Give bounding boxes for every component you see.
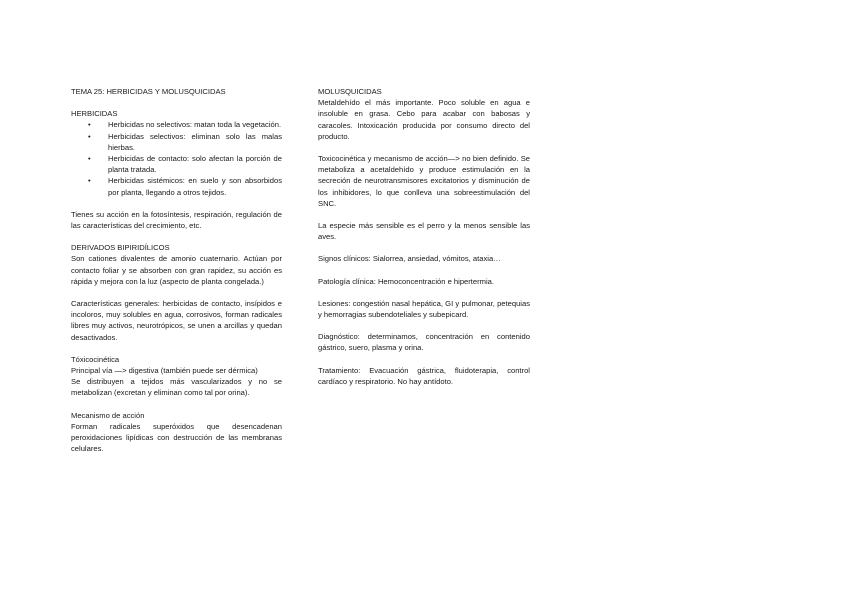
bullet-icon: • — [88, 176, 91, 186]
paragraph-mecanismo: Forman radicales superóxidos que desencadenan peroxidaciones lipídicas con destrucción de las membranas celulares. — [71, 421, 282, 454]
bipiridilos-heading: DERIVADOS BIPIRIDÍLICOS — [71, 243, 170, 253]
paragraph-metaldehido: Metaldehído el más importante. Poco soluble en agua e insoluble en grasa. Cebo para acabar con babosas y caracoles. Intoxicación producida por consumo directo del producto. — [318, 98, 530, 141]
herbicidas-heading: HERBICIDAS — [71, 109, 118, 119]
paragraph-especie: La especie más sensible es el perro y la menos sensible las aves. — [318, 221, 530, 242]
toxicocinetica-line: Se distribuyen a tejidos más vascularizados y no se metabolizan (excretan y eliminan como tal por orina). — [71, 377, 282, 398]
bullet-icon: • — [88, 154, 91, 164]
molusquicidas-heading: MOLUSQUICIDAS — [318, 87, 382, 96]
document-title: TEMA 25: HERBICIDAS Y MOLUSQUICIDAS — [71, 87, 226, 96]
paragraph-lesiones: Lesiones: congestión nasal hepática, GI y pulmonar, petequias y hemorragias subendoteliales y subepicard. — [318, 298, 530, 320]
list-item: • Herbicidas sistémicos: en suelo y son absorbidos por planta, llegando a otros tejidos. — [88, 176, 282, 197]
paragraph-signos: Signos clínicos: Sialorrea, ansiedad, vómitos, ataxia… — [318, 254, 501, 264]
paragraph-tratamiento: Tratamiento: Evacuación gástrica, fluidoterapia, control cardíaco y respiratorio. No hay antídoto. — [318, 365, 530, 386]
right-column — [318, 86, 530, 387]
paragraph-accion: Tienes su acción en la fotosíntesis, respiración, regulación de las características del crecimiento, etc. — [71, 209, 282, 231]
bullet-icon: • — [88, 120, 91, 130]
paragraph-toxicocinetica: Toxicocinética y mecanismo de acción—> no bien definido. Se metaboliza a acetaldehído y produce estimulación en la secreción de neurotransmisores excitatorios y disminución de los inhibidores, lo que conlleva una sobreestimulación del SNC. — [318, 154, 530, 208]
left-column — [71, 86, 282, 454]
herbicidas-list — [71, 119, 282, 197]
paragraph-bipiridilos: Son cationes divalentes de amonio cuaternario. Actúan por contacto foliar y se absorben con gran rapidez, su acción es rápida y mejora con la luz (aspecto de planta congelada.) — [71, 254, 282, 286]
bullet-icon: • — [88, 131, 91, 141]
paragraph-patologia: Patología clínica: Hemoconcentración e hipertermia. — [318, 276, 495, 286]
list-item: • Herbicidas no selectivos: matan toda la vegetación. — [88, 120, 282, 130]
list-item: • Herbicidas selectivos: eliminan solo las malas hierbas. — [88, 131, 282, 152]
paragraph-diagnostico: Diagnóstico: determinamos, concentración en contenido gástrico, suero, plasma y orina. — [318, 332, 530, 353]
mecanismo-heading: Mecanismo de acción — [71, 410, 145, 420]
toxicocinetica-heading: Tóxicocinética — [71, 354, 120, 364]
toxicocinetica-line: Principal vía —> digestiva (también puede ser dérmica) — [71, 366, 258, 376]
list-item: • Herbicidas de contacto: solo afectan la porción de planta tratada. — [88, 154, 282, 175]
paragraph-caracteristicas: Características generales: herbicidas de contacto, insípidos e incoloros, muy solubles en agua, corrosivos, forman radicales libres muy activos, neurotrópicos, se unen a arcillas y quedan desactivados. — [71, 299, 282, 342]
